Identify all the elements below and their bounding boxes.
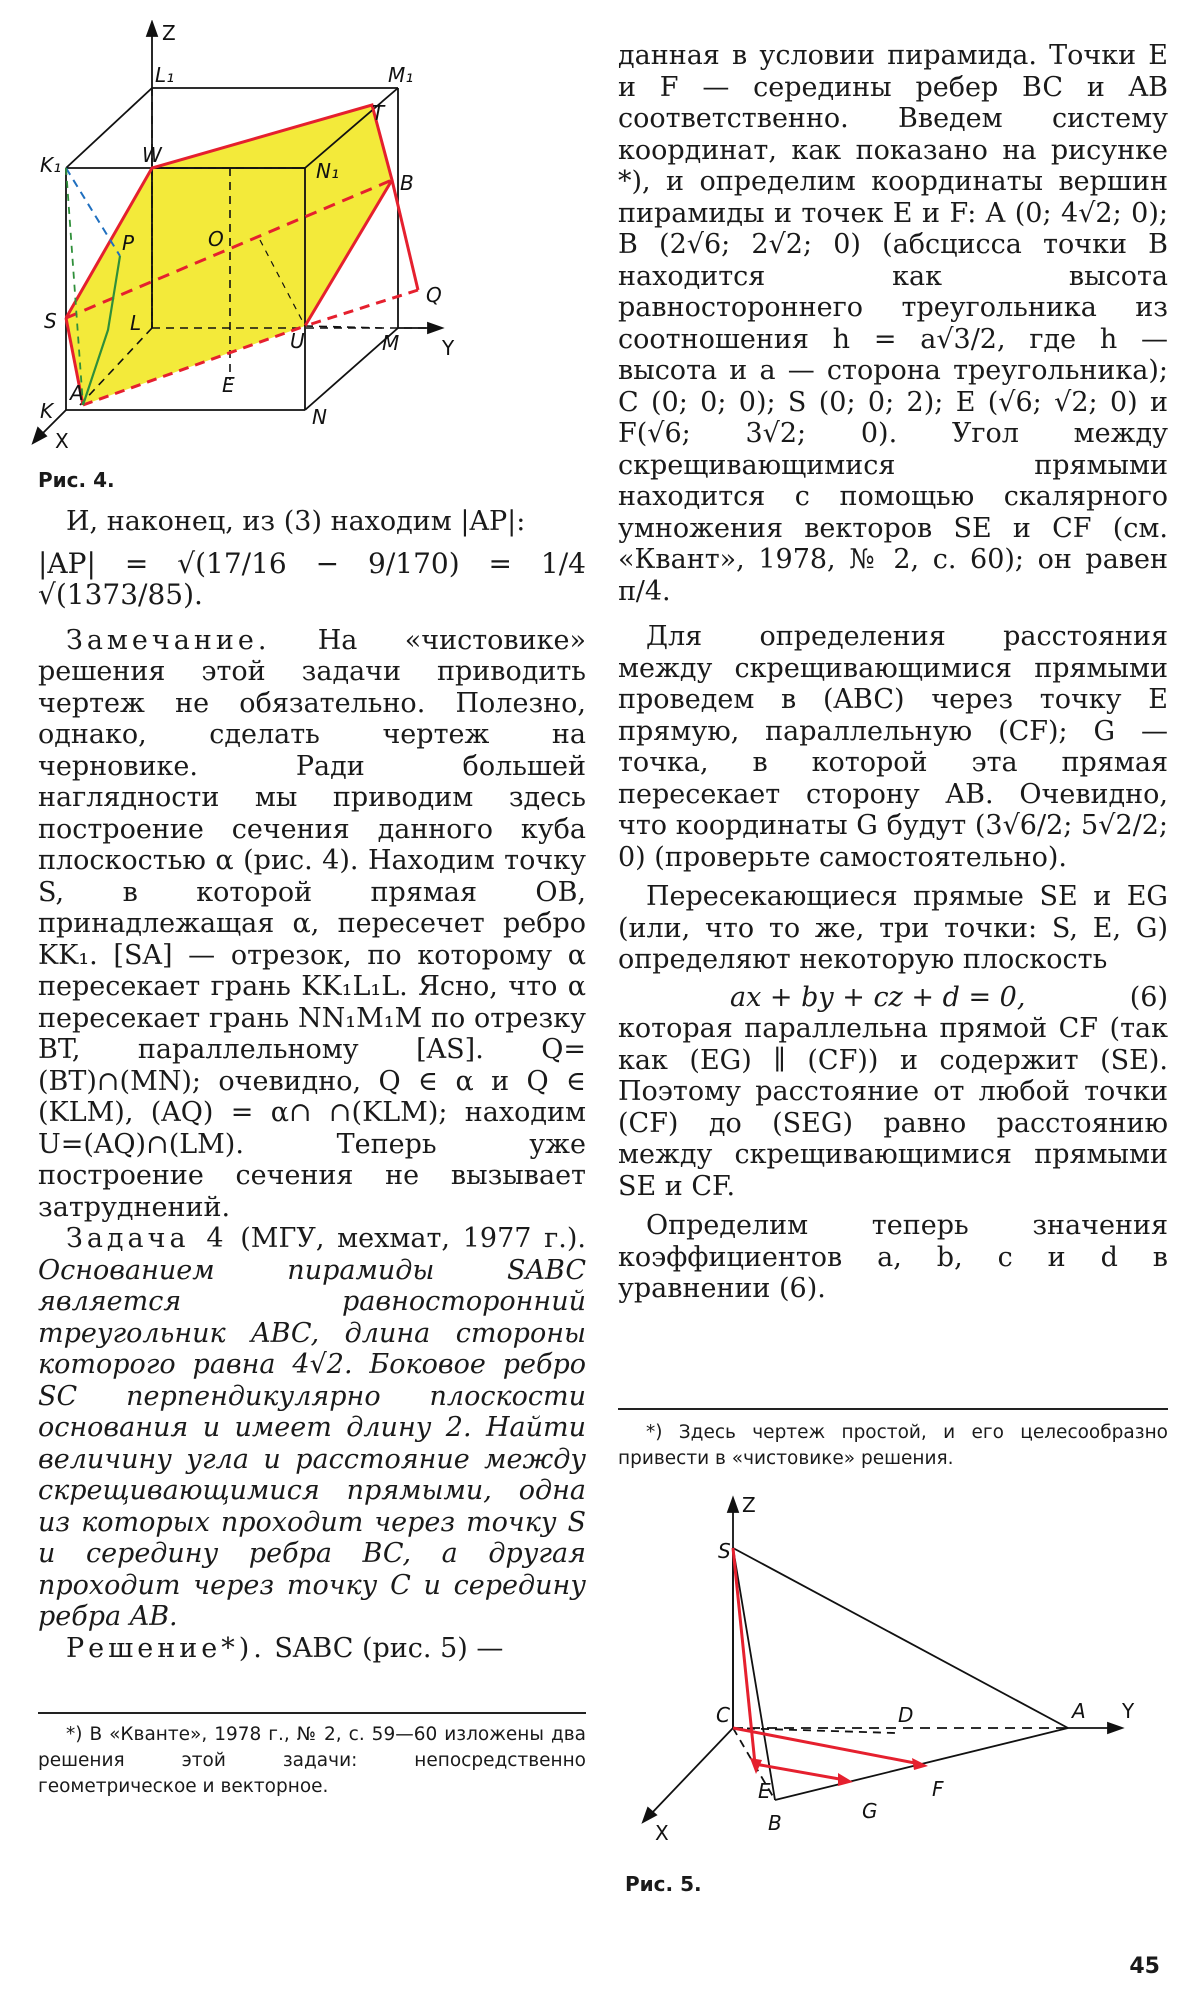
left-intro: И, наконец, из (3) находим |AP|: [66,506,526,537]
point-label-B: B [400,171,414,195]
point-label-M: M [382,331,400,355]
section-polygon [66,105,392,405]
left-footnote: *) В «Кванте», 1978 г., № 2, с. 59—60 изложены два решения этой задачи: непосредственно геометрическое и векторное. [38,1724,586,1797]
left-formula-ap: |AP| = √(17/16 − 9/170) = 1/4 √(1373/85). [38,546,586,611]
point-label-O: O [208,227,224,251]
right-paragraph-3: Пересекающиеся прямые SE и EG (или, что то же, три точки: S, E, G) определяют некоторую плоскость [618,881,1168,975]
point-label-L1: L₁ [155,63,175,87]
solution-body: SABC (рис. 5) — [274,1632,504,1664]
left-footnote-rule [38,1712,586,1714]
solution-title: Решение*). [66,1632,266,1664]
task-source: (МГУ, мехмат, 1977 г.). [240,1223,587,1254]
remark-paragraph [38,625,586,1224]
remark-title: Замечание. [66,624,271,656]
point-label-M1: M₁ [388,63,414,87]
right-footnote-rule [618,1408,1168,1410]
point-label-Q: Q [426,283,442,307]
point-label-K1: K₁ [40,153,62,177]
point-label-W: W [142,143,162,167]
axis-y-label: Y [442,336,455,360]
point-label-L: L [130,311,142,335]
figure-5-caption: Рис. 5. [625,1872,702,1896]
right-column [618,40,1168,1305]
page-number: 45 [1129,1954,1160,1979]
fig5-point-B: B [768,1811,782,1835]
point-label-T: T [372,101,385,125]
equation-number: (6) [1129,981,1168,1013]
axis-z-label: Z [162,21,176,45]
equation-line [618,982,1168,1014]
figure-4-cube-section [25,20,585,460]
point-label-U: U [290,329,305,353]
remark-body: На «чистовике» решения этой задачи приводить чертеж не обязательно. Полезно, однако, сделать чертеж на черновике. Ради большей наглядности мы приводим здесь построение сечения данного куба плоскостью α (рис. 4). Находим точку S, в которой прямая OB, принадлежащая α, пересечет ребро KK₁. [SA] — отрезок, по которому α пересекает грань KK₁L₁L. Ясно, что α пересекает грань NN₁M₁M по отрезку BT, параллельному [AS]. Q=(BT)∩(MN); очевидно, Q ∈ α и Q ∈ (KLM), (AQ) = α∩ ∩(KLM); находим U=(AQ)∩(LM). Теперь уже построение сечения не вызывает затруднений. [38,624,586,1223]
fig5-point-C: C [716,1703,730,1727]
right-footnote: *) Здесь чертеж простой, и его целесообразно привести в «чистовике» решения. [618,1422,1168,1469]
point-label-S: S [44,309,57,333]
fig5-axis-z: Z [742,1493,756,1517]
task-paragraph [38,1223,586,1633]
task-title: Задача 4 [66,1223,228,1254]
equation: ax + by + cz + d = 0, [730,981,1026,1013]
fig5-axis-x: X [655,1821,669,1845]
point-label-A: A [70,381,84,405]
fig5-point-D: D [898,1703,914,1727]
fig5-point-E: E [758,1779,771,1803]
right-paragraph-4: которая параллельна прямой CF (так как (EG) ∥ (CF)) и содержит (SE). Поэтому расстояние от любой точки (CF) до (SEG) равно расстоянию между скрещивающимися прямыми SE и CF. [618,1013,1168,1202]
fig5-axis-y: Y [1122,1699,1135,1723]
task-body: Основанием пирамиды SABC является равносторонний треугольник ABC, длина стороны которого равна 4√2. Боковое ребро SC перпендикулярно плоскости основания и имеет длину 2. Найти величину угла и расстояние между скрещивающимися прямыми, одна из которых проходит через точку S и середину ребра BC, а другая проходит через точку C и середину ребра AB. [38,1254,586,1632]
solution-paragraph [38,1633,586,1665]
right-paragraph-2: Для определения расстояния между скрещивающимися прямыми проведем в (ABC) через точку E прямую, параллельную (CF); G — точка, в которой эта прямая пересекает сторону AB. Очевидно, что координаты G будут (3√6/2; 5√2/2; 0) (проверьте самостоятельно). [618,621,1168,873]
point-label-N1: N₁ [316,159,339,183]
point-label-N: N [312,405,327,429]
right-paragraph-5: Определим теперь значения коэффициентов a, b, c и d в уравнении (6). [618,1210,1168,1304]
fig5-point-S: S [718,1539,731,1563]
fig5-point-A: A [1072,1699,1086,1723]
fig5-point-F: F [932,1777,944,1801]
point-label-E: E [222,373,235,397]
point-label-K: K [40,399,54,423]
axis-x-label: X [55,429,69,453]
point-label-P: P [122,231,135,255]
left-column [38,506,586,1664]
figure-4-caption: Рис. 4. [38,468,115,492]
figure-5-pyramid [615,1490,1185,1870]
fig5-point-G: G [862,1799,878,1823]
right-paragraph-1: данная в условии пирамида. Точки E и F — середины ребер BC и AB соответственно. Введем систему координат, как показано на рисунке *), и определим координаты вершин пирамиды и точек E и F: A (0; 4√2; 0); B (2√6; 2√2; 0) (абсцисса точки B находится как высота равностороннего треугольника из соотношения h = a√3/2, где h — высота и a — сторона треугольника); C (0; 0; 0); S (0; 0; 2); E (√6; √2; 0) и F(√6; 3√2; 0). Угол между скрещивающимися прямыми находится с помощью скалярного умножения векторов SE и CF (см. «Квант», 1978, № 2, с. 60); он равен π/4. [618,40,1168,607]
